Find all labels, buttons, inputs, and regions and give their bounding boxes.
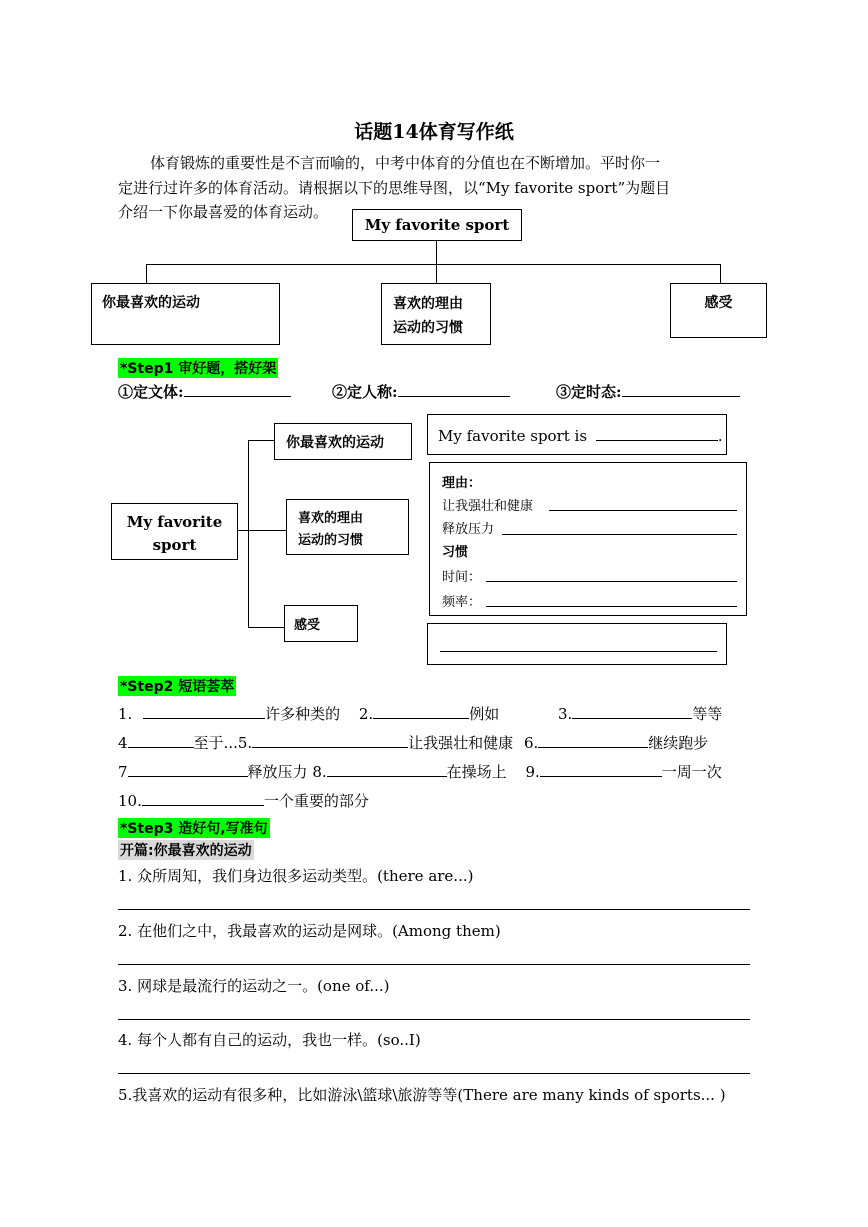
mindmap2-connector — [238, 530, 286, 531]
phrase-number: 10. — [118, 792, 142, 810]
step2-heading: *Step2 短语荟萃 — [118, 676, 236, 696]
phrase-blank-7[interactable] — [128, 762, 248, 777]
mindmap2-sentence-box — [427, 414, 727, 455]
mindmap2-connector — [248, 440, 249, 628]
habit-time-blank[interactable] — [486, 581, 737, 582]
mindmap1-connector — [720, 264, 721, 284]
mindmap1-right-node: 感受 — [670, 283, 767, 338]
step1-blank-2[interactable] — [398, 382, 510, 397]
step1-item3-label: ③定时态: — [556, 383, 622, 401]
phrase-number: 1. — [118, 705, 133, 723]
habit-title: 习惯 — [442, 545, 469, 560]
phrase-blank-2[interactable] — [373, 704, 469, 719]
mindmap2-sentence-text: My favorite sport is — [438, 427, 588, 445]
mindmap2-detail-box — [429, 462, 747, 616]
step1-blank-1[interactable] — [184, 382, 291, 397]
reason-2-label: 释放压力 — [442, 522, 495, 537]
answer-line-2[interactable] — [118, 964, 750, 965]
phrase-hint: 至于...5. — [193, 734, 253, 752]
phrase-blank-4[interactable] — [128, 733, 194, 748]
phrase-hint: 继续跑步 — [648, 734, 709, 752]
step1-item1-label: ①定文体: — [118, 383, 184, 401]
answer-line-1[interactable] — [118, 909, 750, 910]
phrase-hint: 让我强壮和健康 — [408, 734, 514, 752]
phrase-hint: 例如 — [469, 705, 500, 723]
phrase-blank-9[interactable] — [540, 762, 662, 777]
step1-heading: *Step1 审好题，搭好架 — [118, 358, 278, 378]
phrase-hint: 许多种类的 — [265, 705, 341, 723]
step3-subheading: 开篇:你最喜欢的运动 — [118, 840, 254, 860]
intro-line-1: 体育锻炼的重要性是不言而喻的，中考中体育的分值也在不断增加。平时你一 — [150, 154, 661, 172]
mindmap2-connector — [248, 627, 284, 628]
mindmap2-branch2-line1: 喜欢的理由 — [298, 511, 364, 526]
phrase-blank-3[interactable] — [572, 704, 692, 719]
phrase-hint: 一个重要的部分 — [263, 792, 369, 810]
mindmap2-connector — [248, 440, 274, 441]
phrase-blank-8[interactable] — [327, 762, 447, 777]
mindmap2-branch-favorite: 你最喜欢的运动 — [274, 423, 412, 460]
page-title: 话题14体育写作纸 — [354, 121, 514, 143]
phrase-row-1 — [118, 703, 722, 724]
phrase-blank-10[interactable] — [142, 791, 264, 806]
phrase-number: 9. — [525, 763, 540, 781]
mindmap1-middle-line1: 喜欢的理由 — [393, 296, 463, 312]
phrase-number: 6. — [523, 734, 539, 752]
step3-heading: *Step3 造好句,写准句 — [118, 818, 270, 838]
step1-item-person — [332, 381, 510, 402]
sentence-prompt-2: 2. 在他们之中，我最喜欢的运动是网球。(Among them) — [118, 922, 501, 940]
phrase-blank-1[interactable] — [143, 704, 265, 719]
step1-item2-label: ②定人称: — [332, 383, 398, 401]
intro-line-2: 定进行过许多的体育活动。请根据以下的思维导图，以“My favorite sport”为题目 — [118, 179, 671, 197]
reason-1-label: 让我强壮和健康 — [442, 499, 534, 514]
phrase-row-2 — [118, 732, 708, 753]
intro-line-3: 介绍一下你最喜爱的体育运动。 — [118, 203, 329, 221]
mindmap1-left-node: 你最喜欢的运动 — [91, 283, 280, 345]
mindmap2-branch2-line2: 运动的习惯 — [298, 533, 364, 548]
phrase-blank-5[interactable] — [252, 733, 408, 748]
mindmap1-connector — [436, 264, 437, 284]
sentence-prompt-4: 4. 每个人都有自己的运动，我也一样。(so..I) — [118, 1031, 421, 1049]
step1-item-tense — [556, 381, 740, 402]
phrase-hint: 在操场上 — [446, 763, 507, 781]
answer-line-3[interactable] — [118, 1019, 750, 1020]
mindmap1-middle-line2: 运动的习惯 — [393, 320, 463, 336]
mindmap2-feeling-box — [427, 623, 727, 665]
habit-frequency-blank[interactable] — [486, 606, 737, 607]
mindmap1-root: My favorite sport — [352, 209, 522, 241]
phrase-number: 2. — [358, 705, 374, 723]
reason-2-blank[interactable] — [502, 534, 737, 535]
phrase-row-4 — [118, 790, 369, 811]
phrase-hint: 释放压力 8. — [247, 763, 327, 781]
mindmap2-branch-feeling: 感受 — [284, 605, 358, 642]
mindmap1-middle-node — [381, 283, 491, 345]
sentence-prompt-1: 1. 众所周知，我们身边很多运动类型。(there are...) — [118, 867, 474, 885]
phrase-hint: 一周一次 — [661, 763, 722, 781]
step1-item-style — [118, 381, 291, 402]
answer-line-4[interactable] — [118, 1073, 750, 1074]
reason-title: 理由： — [442, 476, 482, 491]
sentence-prompt-3: 3. 网球是最流行的运动之一。(one of...) — [118, 977, 390, 995]
mindmap1-connector — [146, 264, 721, 265]
mindmap2-sentence-end: . — [717, 427, 723, 445]
mindmap2-root-line2: sport — [152, 536, 197, 554]
mindmap1-connector — [146, 264, 147, 284]
phrase-number: 7 — [118, 763, 128, 781]
phrase-blank-6[interactable] — [538, 733, 648, 748]
sentence-blank[interactable] — [596, 426, 718, 441]
habit-frequency-label: 频率： — [442, 595, 482, 610]
mindmap2-root — [111, 503, 238, 560]
phrase-hint: 等等 — [692, 705, 723, 723]
habit-time-label: 时间： — [442, 570, 482, 585]
mindmap1-connector — [436, 241, 437, 265]
step1-blank-3[interactable] — [622, 382, 740, 397]
sentence-prompt-5: 5.我喜欢的运动有很多种，比如游泳\篮球\旅游等等(There are many kinds of sports... ) — [118, 1086, 726, 1104]
feeling-blank[interactable] — [440, 651, 717, 652]
mindmap2-branch-reason — [286, 499, 409, 555]
phrase-number: 4 — [118, 734, 128, 752]
phrase-row-3 — [118, 761, 722, 782]
phrase-number: 3. — [558, 705, 573, 723]
mindmap2-root-line1: My favorite — [126, 513, 223, 531]
reason-1-blank[interactable] — [549, 510, 737, 511]
